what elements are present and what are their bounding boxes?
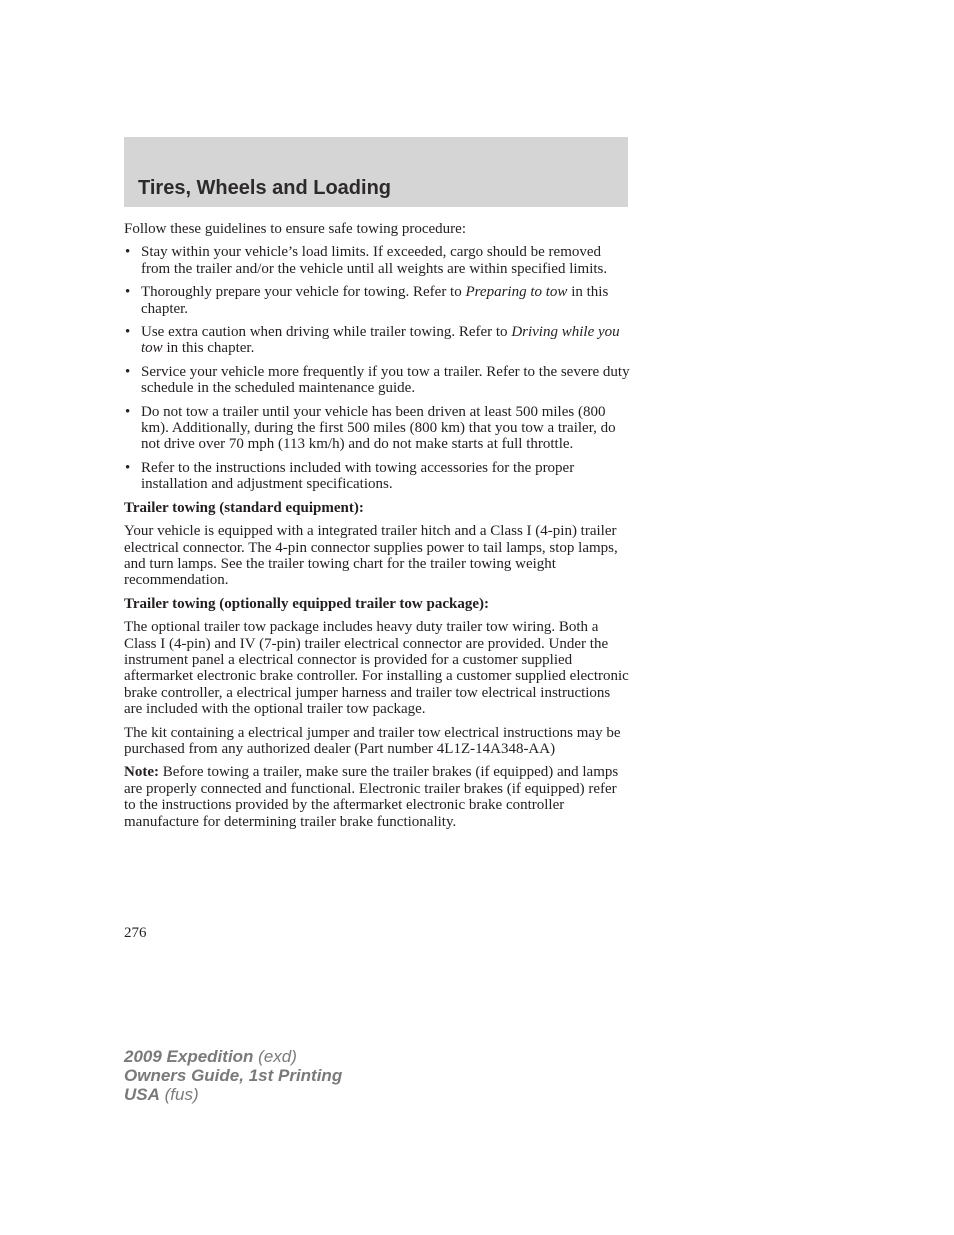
list-item-text: Refer to the instructions included with towing accessories for the proper installation and adjustment specifications. [141, 459, 575, 493]
list-item-text: Stay within your vehicle’s load limits. If exceeded, cargo should be removed from the trailer and/or the vehicle until all weights are within specified limits. [141, 244, 608, 277]
list-item-text: Do not tow a trailer until your vehicle has been driven at least 500 miles (800 km). Additionally, during the first 500 miles (800 km) that you tow a trailer, do not drive over 70 mph (113 km/h) and do not make starts at full throttle. [141, 403, 616, 453]
list-item-text: in this chapter. [162, 340, 255, 357]
tow-package-heading: Trailer towing (optionally equipped trailer tow package): [124, 595, 489, 612]
chapter-reference: Driving while you tow [141, 324, 620, 357]
document-footer [124, 1047, 342, 1104]
standard-equipment-heading: Trailer towing (standard equipment): [124, 499, 364, 516]
page-content [124, 221, 630, 837]
bullet-icon: • [125, 403, 131, 420]
list-item [124, 460, 630, 493]
list-item [124, 244, 630, 277]
footer-market-code: (fus) [159, 1085, 199, 1104]
footer-model-code: (exd) [253, 1047, 297, 1066]
section-header-band [124, 137, 628, 207]
standard-equipment-text: Your vehicle is equipped with a integrated trailer hitch and a Class I (4-pin) trailer electrical connector. The 4-pin connector supplies power to tail lamps, stop lamps, and turn lamps. See the trailer towing chart for the trailer towing weight recommendation. [124, 523, 618, 589]
bullet-icon: • [125, 284, 131, 301]
page-number: 276 [124, 925, 147, 941]
chapter-reference: Preparing to tow [465, 284, 568, 301]
note-text: Before towing a trailer, make sure the trailer brakes (if equipped) and lamps are properly connected and functional. Electronic trailer brakes (if equipped) refer to the instructions provided by the aftermarket electronic brake controller manufacture for determining trailer brake functionality. [124, 764, 619, 830]
bullet-icon: • [125, 244, 131, 261]
list-item [124, 324, 630, 357]
list-item-text: Use extra caution when driving while trailer towing. Refer to [141, 324, 512, 341]
note-label: Note: [124, 764, 159, 781]
footer-line-model [124, 1047, 342, 1066]
list-item [124, 364, 630, 397]
guideline-list [124, 244, 630, 492]
list-item-text: in this chapter. [141, 284, 609, 317]
footer-model: 2009 Expedition [124, 1047, 254, 1066]
bullet-icon: • [125, 324, 131, 341]
tow-package-text: The optional trailer tow package includes heavy duty trailer tow wiring. Both a Class I (4-pin) and IV (7-pin) trailer electrical connector are provided. Under the instrument panel a electrical connector is provided for a customer supplied aftermarket electronic brake controller. For installing a customer supplied electronic brake controller, a electrical jumper harness and trailer tow electrical instructions are included with the optional trailer tow package. [124, 619, 629, 718]
list-item-text: Thoroughly prepare your vehicle for towing. Refer to [141, 284, 466, 301]
footer-market: USA [124, 1085, 160, 1104]
note-paragraph [124, 764, 630, 830]
footer-edition: Owners Guide, 1st Printing [124, 1066, 343, 1085]
footer-line-market [124, 1085, 342, 1104]
intro-text: Follow these guidelines to ensure safe towing procedure: [124, 221, 466, 237]
list-item-text: Service your vehicle more frequently if you tow a trailer. Refer to the severe duty schedule in the scheduled maintenance guide. [141, 363, 630, 397]
bullet-icon: • [125, 363, 131, 380]
bullet-icon: • [125, 459, 131, 476]
kit-text: The kit containing a electrical jumper and trailer tow electrical instructions may be purchased from any authorized dealer (Part number 4L1Z-14A348-AA) [124, 724, 621, 757]
section-title: Tires, Wheels and Loading [138, 177, 392, 199]
list-item [124, 284, 630, 317]
list-item [124, 404, 630, 453]
